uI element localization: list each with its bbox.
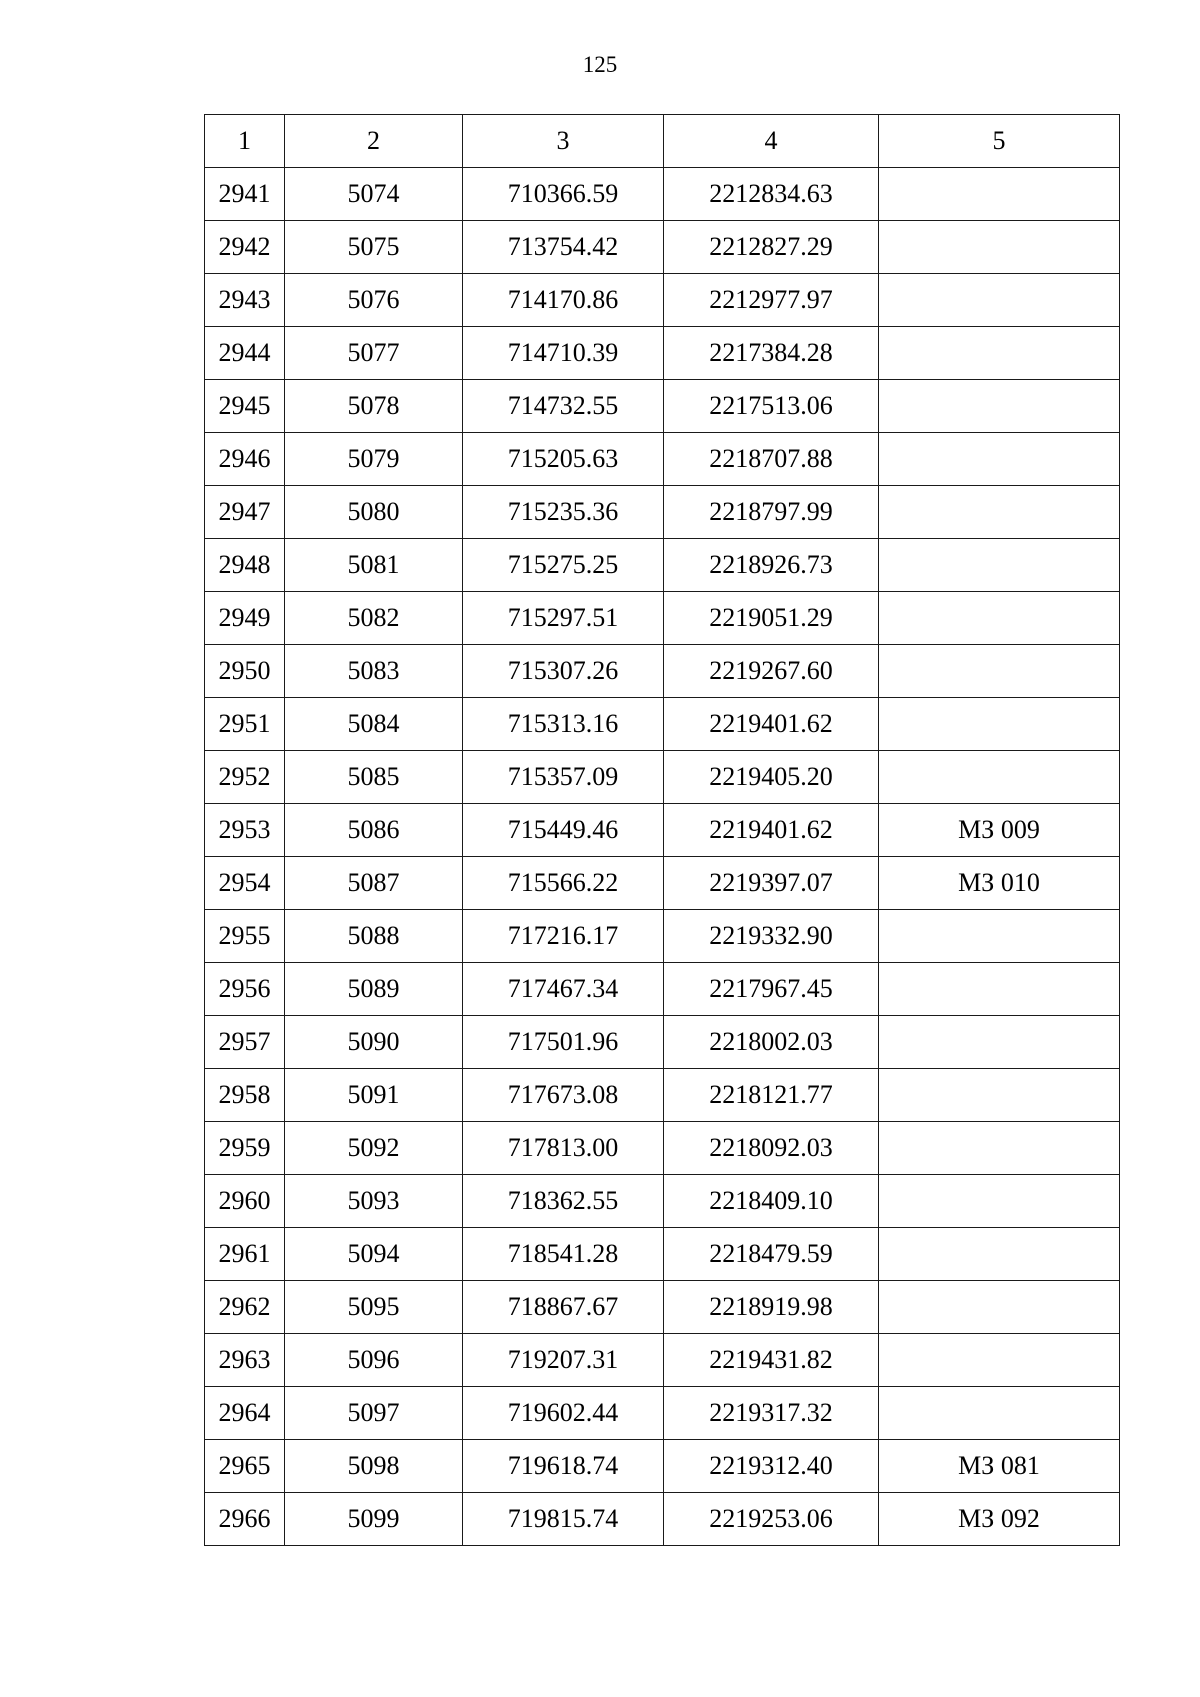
table-cell-col-5 bbox=[879, 274, 1120, 327]
table-cell-col-4: 2212977.97 bbox=[664, 274, 879, 327]
table-cell-col-2: 5075 bbox=[285, 221, 463, 274]
header-cell-2: 2 bbox=[285, 115, 463, 168]
table-cell-col-1: 2956 bbox=[205, 963, 285, 1016]
table-cell-col-4: 2217967.45 bbox=[664, 963, 879, 1016]
header-cell-4: 4 bbox=[664, 115, 879, 168]
table-cell-col-5 bbox=[879, 1281, 1120, 1334]
table-cell-col-3: 715297.51 bbox=[463, 592, 664, 645]
table-cell-col-3: 719602.44 bbox=[463, 1387, 664, 1440]
table-cell-col-2: 5091 bbox=[285, 1069, 463, 1122]
table-header-row bbox=[205, 115, 1120, 168]
table-row bbox=[205, 1016, 1120, 1069]
table-cell-col-1: 2950 bbox=[205, 645, 285, 698]
table-cell-col-1: 2943 bbox=[205, 274, 285, 327]
table-cell-col-4: 2219253.06 bbox=[664, 1493, 879, 1546]
table-row bbox=[205, 1122, 1120, 1175]
table-cell-col-3: 715313.16 bbox=[463, 698, 664, 751]
table-cell-col-5 bbox=[879, 168, 1120, 221]
table-cell-col-5 bbox=[879, 592, 1120, 645]
table-cell-col-3: 715357.09 bbox=[463, 751, 664, 804]
table-cell-col-1: 2945 bbox=[205, 380, 285, 433]
table-cell-col-4: 2219332.90 bbox=[664, 910, 879, 963]
table-cell-col-1: 2941 bbox=[205, 168, 285, 221]
table-cell-col-2: 5093 bbox=[285, 1175, 463, 1228]
table-row bbox=[205, 592, 1120, 645]
table-cell-col-4: 2219431.82 bbox=[664, 1334, 879, 1387]
table-cell-col-5 bbox=[879, 1175, 1120, 1228]
table-cell-col-1: 2942 bbox=[205, 221, 285, 274]
table-cell-col-4: 2218797.99 bbox=[664, 486, 879, 539]
table-cell-col-4: 2218409.10 bbox=[664, 1175, 879, 1228]
table-row bbox=[205, 539, 1120, 592]
header-cell-3: 3 bbox=[463, 115, 664, 168]
table-cell-col-5 bbox=[879, 1228, 1120, 1281]
table-cell-col-5 bbox=[879, 221, 1120, 274]
table-cell-col-5: МЗ 081 bbox=[879, 1440, 1120, 1493]
table-cell-col-4: 2219267.60 bbox=[664, 645, 879, 698]
table-cell-col-3: 715449.46 bbox=[463, 804, 664, 857]
table-row bbox=[205, 433, 1120, 486]
table-cell-col-4: 2219405.20 bbox=[664, 751, 879, 804]
table-cell-col-4: 2218121.77 bbox=[664, 1069, 879, 1122]
table-cell-col-1: 2954 bbox=[205, 857, 285, 910]
table-cell-col-1: 2951 bbox=[205, 698, 285, 751]
table-cell-col-4: 2218002.03 bbox=[664, 1016, 879, 1069]
table-cell-col-1: 2957 bbox=[205, 1016, 285, 1069]
header-cell-1: 1 bbox=[205, 115, 285, 168]
table-row bbox=[205, 327, 1120, 380]
table-cell-col-4: 2219397.07 bbox=[664, 857, 879, 910]
table-cell-col-2: 5096 bbox=[285, 1334, 463, 1387]
table-cell-col-2: 5081 bbox=[285, 539, 463, 592]
table-cell-col-5 bbox=[879, 698, 1120, 751]
table-cell-col-3: 715566.22 bbox=[463, 857, 664, 910]
table-row bbox=[205, 751, 1120, 804]
table-cell-col-2: 5098 bbox=[285, 1440, 463, 1493]
table-cell-col-5: МЗ 010 bbox=[879, 857, 1120, 910]
table-cell-col-2: 5084 bbox=[285, 698, 463, 751]
table-cell-col-5 bbox=[879, 1334, 1120, 1387]
table-cell-col-3: 715275.25 bbox=[463, 539, 664, 592]
table-cell-col-3: 719815.74 bbox=[463, 1493, 664, 1546]
table-cell-col-4: 2219317.32 bbox=[664, 1387, 879, 1440]
table-row bbox=[205, 910, 1120, 963]
table-cell-col-2: 5083 bbox=[285, 645, 463, 698]
table-cell-col-3: 718867.67 bbox=[463, 1281, 664, 1334]
table-cell-col-4: 2217513.06 bbox=[664, 380, 879, 433]
table-cell-col-1: 2944 bbox=[205, 327, 285, 380]
table-cell-col-1: 2961 bbox=[205, 1228, 285, 1281]
table-cell-col-3: 715235.36 bbox=[463, 486, 664, 539]
table-cell-col-5: МЗ 009 bbox=[879, 804, 1120, 857]
table-cell-col-2: 5074 bbox=[285, 168, 463, 221]
table-cell-col-4: 2218707.88 bbox=[664, 433, 879, 486]
table-row bbox=[205, 1069, 1120, 1122]
table-cell-col-4: 2212834.63 bbox=[664, 168, 879, 221]
table-cell-col-4: 2212827.29 bbox=[664, 221, 879, 274]
table-cell-col-4: 2217384.28 bbox=[664, 327, 879, 380]
table-cell-col-1: 2955 bbox=[205, 910, 285, 963]
coordinates-table bbox=[204, 114, 1120, 1546]
table-cell-col-2: 5078 bbox=[285, 380, 463, 433]
table-cell-col-4: 2218479.59 bbox=[664, 1228, 879, 1281]
table-cell-col-3: 715307.26 bbox=[463, 645, 664, 698]
table-cell-col-1: 2964 bbox=[205, 1387, 285, 1440]
table-cell-col-5 bbox=[879, 910, 1120, 963]
table-row bbox=[205, 857, 1120, 910]
table-cell-col-3: 717673.08 bbox=[463, 1069, 664, 1122]
table-cell-col-5 bbox=[879, 486, 1120, 539]
table-cell-col-1: 2966 bbox=[205, 1493, 285, 1546]
table-cell-col-3: 715205.63 bbox=[463, 433, 664, 486]
table-cell-col-5 bbox=[879, 1069, 1120, 1122]
table-row bbox=[205, 804, 1120, 857]
table-cell-col-3: 717216.17 bbox=[463, 910, 664, 963]
table-cell-col-2: 5077 bbox=[285, 327, 463, 380]
table-cell-col-4: 2218092.03 bbox=[664, 1122, 879, 1175]
table-cell-col-2: 5086 bbox=[285, 804, 463, 857]
table-cell-col-2: 5099 bbox=[285, 1493, 463, 1546]
table-cell-col-2: 5087 bbox=[285, 857, 463, 910]
table-cell-col-3: 710366.59 bbox=[463, 168, 664, 221]
table-cell-col-3: 714732.55 bbox=[463, 380, 664, 433]
table-cell-col-2: 5085 bbox=[285, 751, 463, 804]
table-row bbox=[205, 168, 1120, 221]
table-cell-col-5 bbox=[879, 539, 1120, 592]
table-cell-col-3: 714170.86 bbox=[463, 274, 664, 327]
table-cell-col-3: 714710.39 bbox=[463, 327, 664, 380]
table-cell-col-3: 719207.31 bbox=[463, 1334, 664, 1387]
table-cell-col-5 bbox=[879, 327, 1120, 380]
table-cell-col-2: 5082 bbox=[285, 592, 463, 645]
table-row bbox=[205, 645, 1120, 698]
table-cell-col-5 bbox=[879, 1122, 1120, 1175]
table-cell-col-2: 5095 bbox=[285, 1281, 463, 1334]
table-cell-col-1: 2960 bbox=[205, 1175, 285, 1228]
table-cell-col-1: 2947 bbox=[205, 486, 285, 539]
table-cell-col-1: 2953 bbox=[205, 804, 285, 857]
table-cell-col-1: 2946 bbox=[205, 433, 285, 486]
table-cell-col-5 bbox=[879, 380, 1120, 433]
table-cell-col-1: 2958 bbox=[205, 1069, 285, 1122]
table-cell-col-1: 2948 bbox=[205, 539, 285, 592]
table-cell-col-2: 5094 bbox=[285, 1228, 463, 1281]
table-cell-col-2: 5089 bbox=[285, 963, 463, 1016]
table-cell-col-5: МЗ 092 bbox=[879, 1493, 1120, 1546]
table-row bbox=[205, 1334, 1120, 1387]
table-cell-col-3: 717501.96 bbox=[463, 1016, 664, 1069]
table-cell-col-2: 5080 bbox=[285, 486, 463, 539]
table-cell-col-3: 717467.34 bbox=[463, 963, 664, 1016]
header-cell-5: 5 bbox=[879, 115, 1120, 168]
table-row bbox=[205, 380, 1120, 433]
table-cell-col-1: 2952 bbox=[205, 751, 285, 804]
table-row bbox=[205, 221, 1120, 274]
table-cell-col-1: 2963 bbox=[205, 1334, 285, 1387]
table-row bbox=[205, 1387, 1120, 1440]
table-row bbox=[205, 963, 1120, 1016]
table-cell-col-2: 5092 bbox=[285, 1122, 463, 1175]
table-row bbox=[205, 1228, 1120, 1281]
table-cell-col-5 bbox=[879, 751, 1120, 804]
table-cell-col-4: 2218919.98 bbox=[664, 1281, 879, 1334]
table-cell-col-5 bbox=[879, 1387, 1120, 1440]
table-cell-col-1: 2949 bbox=[205, 592, 285, 645]
table-cell-col-1: 2959 bbox=[205, 1122, 285, 1175]
table-cell-col-1: 2962 bbox=[205, 1281, 285, 1334]
table-cell-col-4: 2219312.40 bbox=[664, 1440, 879, 1493]
table-cell-col-4: 2219401.62 bbox=[664, 698, 879, 751]
table-cell-col-1: 2965 bbox=[205, 1440, 285, 1493]
table-cell-col-3: 719618.74 bbox=[463, 1440, 664, 1493]
table-cell-col-4: 2218926.73 bbox=[664, 539, 879, 592]
table-cell-col-5 bbox=[879, 1016, 1120, 1069]
table-row bbox=[205, 274, 1120, 327]
table-row bbox=[205, 1281, 1120, 1334]
table-cell-col-3: 718362.55 bbox=[463, 1175, 664, 1228]
table-body bbox=[205, 115, 1120, 1546]
table-row bbox=[205, 1493, 1120, 1546]
table-cell-col-4: 2219401.62 bbox=[664, 804, 879, 857]
table-cell-col-2: 5097 bbox=[285, 1387, 463, 1440]
table-row bbox=[205, 698, 1120, 751]
table-cell-col-5 bbox=[879, 433, 1120, 486]
table-row bbox=[205, 1175, 1120, 1228]
table-cell-col-2: 5076 bbox=[285, 274, 463, 327]
table-row bbox=[205, 1440, 1120, 1493]
table-cell-col-5 bbox=[879, 963, 1120, 1016]
table-cell-col-3: 717813.00 bbox=[463, 1122, 664, 1175]
table-cell-col-3: 713754.42 bbox=[463, 221, 664, 274]
table-cell-col-2: 5079 bbox=[285, 433, 463, 486]
table-cell-col-3: 718541.28 bbox=[463, 1228, 664, 1281]
table-cell-col-2: 5088 bbox=[285, 910, 463, 963]
page-number: 125 bbox=[582, 52, 618, 77]
table-cell-col-2: 5090 bbox=[285, 1016, 463, 1069]
table-cell-col-4: 2219051.29 bbox=[664, 592, 879, 645]
table-cell-col-5 bbox=[879, 645, 1120, 698]
table-row bbox=[205, 486, 1120, 539]
